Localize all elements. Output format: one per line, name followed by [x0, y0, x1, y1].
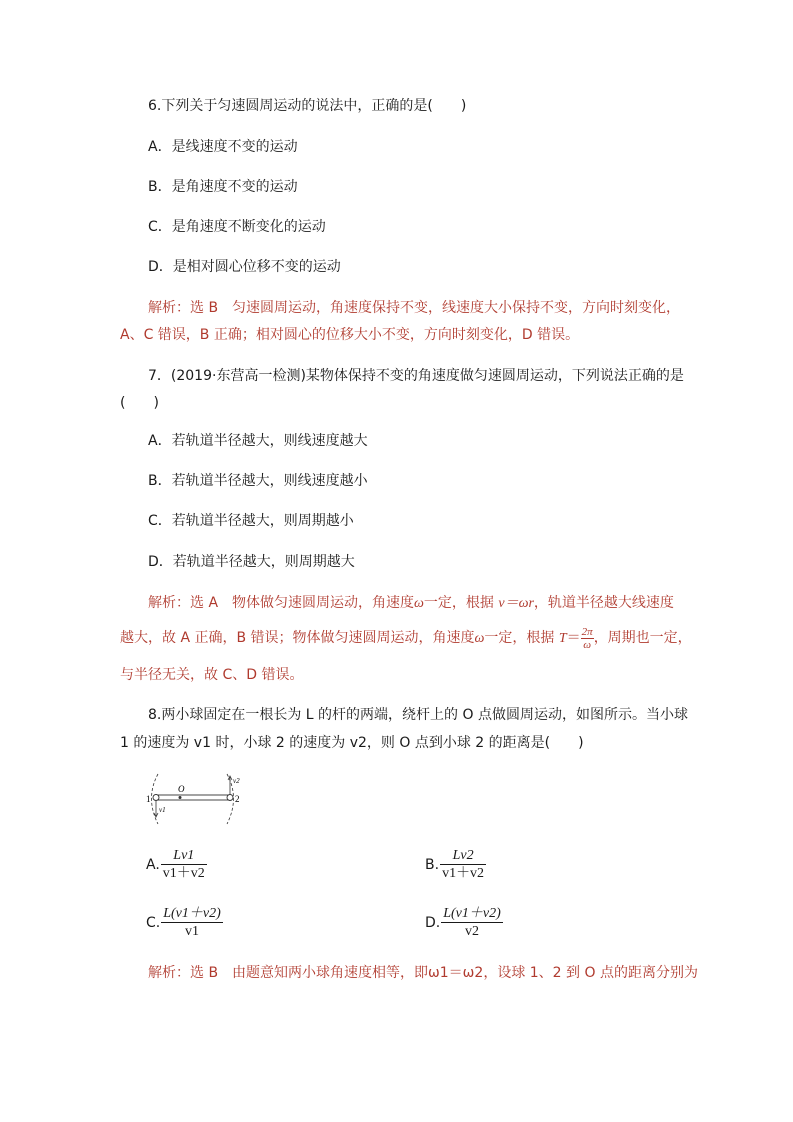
label-v1: v1 [159, 806, 166, 814]
period-formula-fraction [581, 626, 594, 651]
label-v2: v2 [233, 777, 240, 785]
q7-analysis-line3: 与半径无关，故 C、D 错误。 [120, 667, 304, 683]
q8-stem-line1: 8.两小球固定在一根长为 L 的杆的两端，绕杆上的 O 点做圆周运动，如图所示。当小球 [148, 707, 688, 723]
fraction-denominator: ω [583, 638, 592, 651]
q6-analysis-line2: A、C 错误，B 正确；相对圆心的位移大小不变，方向时刻变化，D 错误。 [120, 327, 580, 343]
q7-option-b: B．若轨道半径越大，则线速度越小 [148, 473, 368, 489]
q7-analysis-line2 [120, 620, 692, 657]
period-symbol: T [558, 631, 567, 646]
fraction-denominator: v1＋v2 [162, 866, 205, 881]
label-ball-1: 1 [146, 794, 151, 804]
q8-option-d [425, 905, 503, 940]
fraction-numerator: L(v1＋v2) [443, 906, 501, 921]
label-ball-2: 2 [235, 794, 240, 804]
q7-stem-line2: ( ) [120, 395, 159, 411]
rod [156, 795, 228, 800]
q7-option-c: C．若轨道半径越大，则周期越小 [148, 513, 354, 529]
option-fraction [440, 847, 486, 882]
q7-analysis-text: ，周期也一定， [593, 630, 692, 646]
q7-analysis-text: 解析：选 A 物体做匀速圆周运动，角速度 [148, 595, 415, 611]
equals-sign: ＝ [566, 630, 581, 646]
q7-analysis-line1 [148, 593, 674, 614]
q7-analysis-text: 一定，根据 [423, 595, 499, 611]
q7-option-a: A．若轨道半径越大，则线速度越大 [148, 433, 368, 449]
q7-stem-line1: 7．(2019·东营高一检测)某物体保持不变的角速度做匀速圆周运动，下列说法正确的是 [148, 368, 684, 384]
option-label: C. [146, 914, 161, 931]
q8-option-c [146, 905, 223, 940]
pivot-point-o [179, 796, 182, 799]
option-fraction [161, 847, 207, 882]
omega-symbol: ω [474, 631, 485, 646]
ball-2 [227, 795, 233, 801]
q6-option-d: D．是相对圆心位移不变的运动 [148, 259, 341, 275]
fraction-numerator: L(v1＋v2) [163, 906, 221, 921]
option-fraction [441, 905, 503, 940]
q6-option-a: A．是线速度不变的运动 [148, 139, 298, 155]
q6-option-b: B．是角速度不变的运动 [148, 179, 298, 195]
option-label: A. [146, 856, 160, 873]
option-fraction [161, 905, 223, 940]
fraction-denominator: v1＋v2 [442, 866, 485, 881]
q8-option-a [146, 847, 207, 882]
q7-analysis-text: 一定，根据 [484, 630, 559, 646]
q6-analysis-line1: 解析：选 B 匀速圆周运动，角速度保持不变，线速度大小保持不变，方向时刻变化， [148, 300, 681, 316]
q8-stem-line2: 1 的速度为 v1 时，小球 2 的速度为 v2，则 O 点到小球 2 的距离是( ) [120, 735, 584, 751]
rotating-rod-diagram [140, 770, 250, 828]
fraction-numerator: Lv1 [161, 847, 207, 865]
fraction-numerator: Lv2 [440, 847, 486, 865]
q8-analysis: 解析：选 B 由题意知两小球角速度相等，即ω1＝ω2，设球 1、2 到 O 点的距离分别为 [148, 965, 698, 981]
q7-analysis-text: ，轨道半径越大线速度 [533, 595, 674, 611]
q7-option-d: D．若轨道半径越大，则周期越大 [148, 554, 355, 570]
formula-v-omega-r: v＝ωr [498, 596, 534, 611]
option-label: B. [425, 856, 440, 873]
q7-analysis-text: 越大，故 A 正确，B 错误；物体做匀速圆周运动，角速度 [120, 630, 475, 646]
fraction-denominator: v2 [465, 924, 479, 939]
omega-symbol: ω [414, 596, 424, 611]
fraction-denominator: v1 [185, 924, 199, 939]
q6-option-c: C．是角速度不断变化的运动 [148, 219, 326, 235]
q6-stem: 6.下列关于匀速圆周运动的说法中，正确的是( ) [148, 98, 467, 114]
option-label: D. [425, 914, 441, 931]
label-o: O [178, 784, 185, 794]
fraction-numerator: 2π [581, 625, 593, 638]
q8-option-b [425, 847, 486, 882]
ball-1 [153, 795, 159, 801]
